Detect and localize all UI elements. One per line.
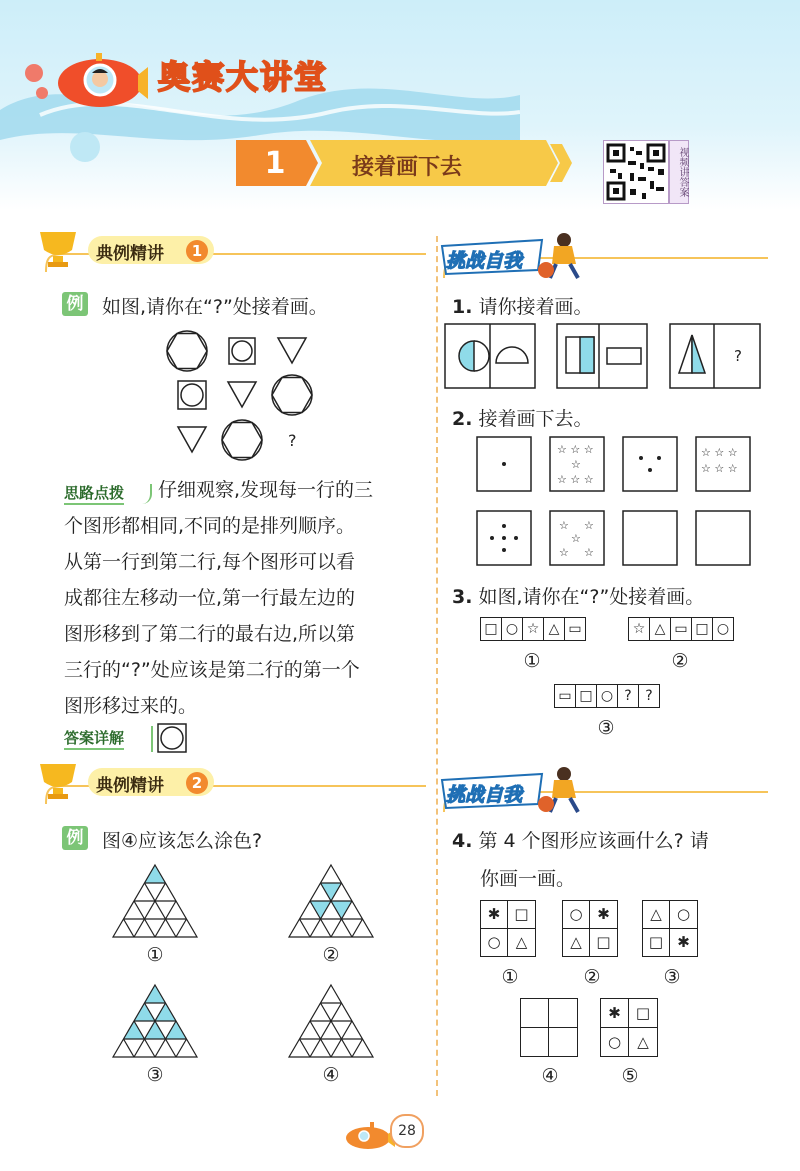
q1-text: 请你接着画。 xyxy=(478,296,593,318)
svg-text:☆: ☆ xyxy=(584,519,594,532)
q4-grid-1 xyxy=(480,900,536,957)
q3-row2-cell: ☆ xyxy=(629,618,650,640)
q4-answer-cell[interactable] xyxy=(549,999,577,1028)
triangle-figure-2 xyxy=(286,862,376,940)
hint-line-5: 图形移到了第二行的最右边,所以第 xyxy=(64,623,356,645)
example1-question-mark: ? xyxy=(288,431,297,450)
q4-grid-cell: □ xyxy=(643,929,670,956)
q3-label-3: ③ xyxy=(597,717,615,739)
example1-question: 如图,请你在“?”处接着画。 xyxy=(102,296,328,318)
q3-label-1: ① xyxy=(523,650,541,672)
q4-answer-cell[interactable] xyxy=(549,1028,577,1056)
svg-text:☆ ☆ ☆: ☆ ☆ ☆ xyxy=(557,443,594,456)
example2-question: 图④应该怎么涂色? xyxy=(102,830,263,852)
q3-row1-cell: ○ xyxy=(502,618,523,640)
q4-grid-cell: △ xyxy=(515,933,528,951)
q2-pattern-sequence xyxy=(476,436,752,566)
q3-row-3 xyxy=(554,684,660,708)
svg-text:☆: ☆ xyxy=(559,546,569,559)
q3-row2-cell: ▭ xyxy=(671,618,692,640)
q3-row2-cell: △ xyxy=(650,618,671,640)
q4-grid-cell: □ xyxy=(508,901,535,929)
q4-grid-3 xyxy=(642,900,698,957)
hint-line-3: 从第一行到第二行,每个图形可以看 xyxy=(64,551,356,573)
q3-row2-cell: □ xyxy=(692,618,713,640)
qr-code[interactable] xyxy=(603,140,669,204)
submarine-mascot-icon xyxy=(20,45,150,115)
q4-grid-cell: ○ xyxy=(670,901,697,929)
svg-text:☆ ☆ ☆: ☆ ☆ ☆ xyxy=(557,473,594,486)
q2-number: 2. xyxy=(452,408,473,430)
example1-shape-grid xyxy=(160,325,320,465)
q4-grid-cell: ✱ xyxy=(590,901,617,929)
q3-row3-cell: ○ xyxy=(597,685,618,707)
svg-text:☆: ☆ xyxy=(571,458,581,471)
q1-figures xyxy=(444,323,762,389)
svg-text:☆ ☆ ☆: ☆ ☆ ☆ xyxy=(701,462,738,475)
q3-number: 3. xyxy=(452,586,473,608)
q3-row2-cell: ○ xyxy=(716,621,730,637)
triangle-figure-4[interactable] xyxy=(286,982,376,1060)
q3-row1-cell: ☆ xyxy=(523,618,544,640)
bubble-decoration xyxy=(70,132,100,162)
example2-badge: 例 xyxy=(62,826,88,850)
q4-answer-cell[interactable] xyxy=(521,999,549,1028)
hint-line-4: 成都往左移动一位,第一行最左边的 xyxy=(64,587,356,609)
q4-grid-cell: □ xyxy=(629,999,657,1028)
answer-label: 答案详解 xyxy=(64,727,124,750)
q4-answer-cell[interactable] xyxy=(521,1028,549,1056)
q4-grid-cell: ○ xyxy=(481,929,508,956)
q4-line-1: 第 4 个图形应该画什么? 请 xyxy=(478,830,709,852)
q4-grid-4[interactable] xyxy=(520,998,578,1057)
q4-label-4: ④ xyxy=(541,1065,559,1087)
q1-number: 1. xyxy=(452,296,473,318)
hint-line-2: 个图形都相同,不同的是排列顺序。 xyxy=(64,515,356,537)
q1-question-mark: ? xyxy=(734,347,742,365)
hint-line-7: 图形移过来的。 xyxy=(64,695,198,717)
qr-caption: 视频讲答案 xyxy=(669,140,689,204)
q4-number: 4. xyxy=(452,830,473,852)
answer-shape-icon xyxy=(150,722,190,754)
example1-badge: 例 xyxy=(62,292,88,316)
hint-line-1: 仔细观察,发现每一行的三 xyxy=(158,479,374,501)
q4-grid-cell: □ xyxy=(596,933,611,951)
q3-answer-cell[interactable]: ? xyxy=(645,688,653,704)
q4-grid-cell: ✱ xyxy=(677,933,690,951)
q4-label-5: ⑤ xyxy=(621,1065,639,1087)
q4-label-1: ① xyxy=(501,966,519,988)
q4-line-2: 你画一画。 xyxy=(480,868,576,890)
q3-row3-cell: □ xyxy=(576,685,597,707)
svg-text:☆: ☆ xyxy=(559,519,569,532)
footer-submarine-icon xyxy=(340,1112,396,1152)
q4-grid-cell: ○ xyxy=(563,901,590,929)
q2-text: 接着画下去。 xyxy=(478,408,593,430)
challenge2-banner: 挑战自我 xyxy=(446,784,523,806)
column-divider xyxy=(436,236,438,1096)
q4-grid-cell: △ xyxy=(637,1033,649,1051)
q4-label-3: ③ xyxy=(663,966,681,988)
q4-grid-cell: △ xyxy=(563,929,590,956)
example2-number-badge: 2 xyxy=(186,772,208,794)
q4-grid-cell: △ xyxy=(643,901,670,929)
q4-grid-5 xyxy=(600,998,658,1057)
svg-text:☆ ☆ ☆: ☆ ☆ ☆ xyxy=(701,446,738,459)
q3-row-2 xyxy=(628,617,734,641)
q4-grid-cell: ○ xyxy=(601,1028,629,1056)
lesson-number: 1 xyxy=(264,146,286,181)
triangle-label-4: ④ xyxy=(322,1064,340,1086)
q3-label-2: ② xyxy=(671,650,689,672)
svg-text:☆: ☆ xyxy=(571,532,581,545)
triangle-figure-3 xyxy=(110,982,200,1060)
triangle-label-3: ③ xyxy=(146,1064,164,1086)
example2-label: 典例精讲 xyxy=(96,776,164,796)
page-number: 28 xyxy=(390,1114,424,1148)
q4-grid-2 xyxy=(562,900,618,957)
hint-label: 思路点拨 xyxy=(64,482,124,505)
q3-row3-cell: ▭ xyxy=(555,685,576,707)
q4-label-2: ② xyxy=(583,966,601,988)
q3-row-1 xyxy=(480,617,586,641)
q3-answer-cell[interactable]: ? xyxy=(618,685,639,707)
q3-row1-cell: □ xyxy=(481,618,502,640)
hint-label-tail xyxy=(138,484,152,504)
lesson-title: 接着画下去 xyxy=(352,155,463,180)
q4-grid-cell: ✱ xyxy=(601,999,629,1028)
triangle-label-2: ② xyxy=(322,944,340,966)
q4-grid-cell: ✱ xyxy=(481,901,508,929)
svg-text:☆: ☆ xyxy=(584,546,594,559)
triangle-figure-1 xyxy=(110,862,200,940)
q3-row1-cell: ▭ xyxy=(568,621,582,637)
series-title: 奥赛大讲堂 xyxy=(158,58,329,96)
example1-label: 典例精讲 xyxy=(96,244,164,264)
triangle-label-1: ① xyxy=(146,944,164,966)
q3-row1-cell: △ xyxy=(544,618,565,640)
challenge1-banner: 挑战自我 xyxy=(446,250,523,272)
q3-text: 如图,请你在“?”处接着画。 xyxy=(478,586,705,608)
example1-number-badge: 1 xyxy=(186,240,208,262)
hint-line-6: 三行的“?”处应该是第二行的第一个 xyxy=(64,659,360,681)
